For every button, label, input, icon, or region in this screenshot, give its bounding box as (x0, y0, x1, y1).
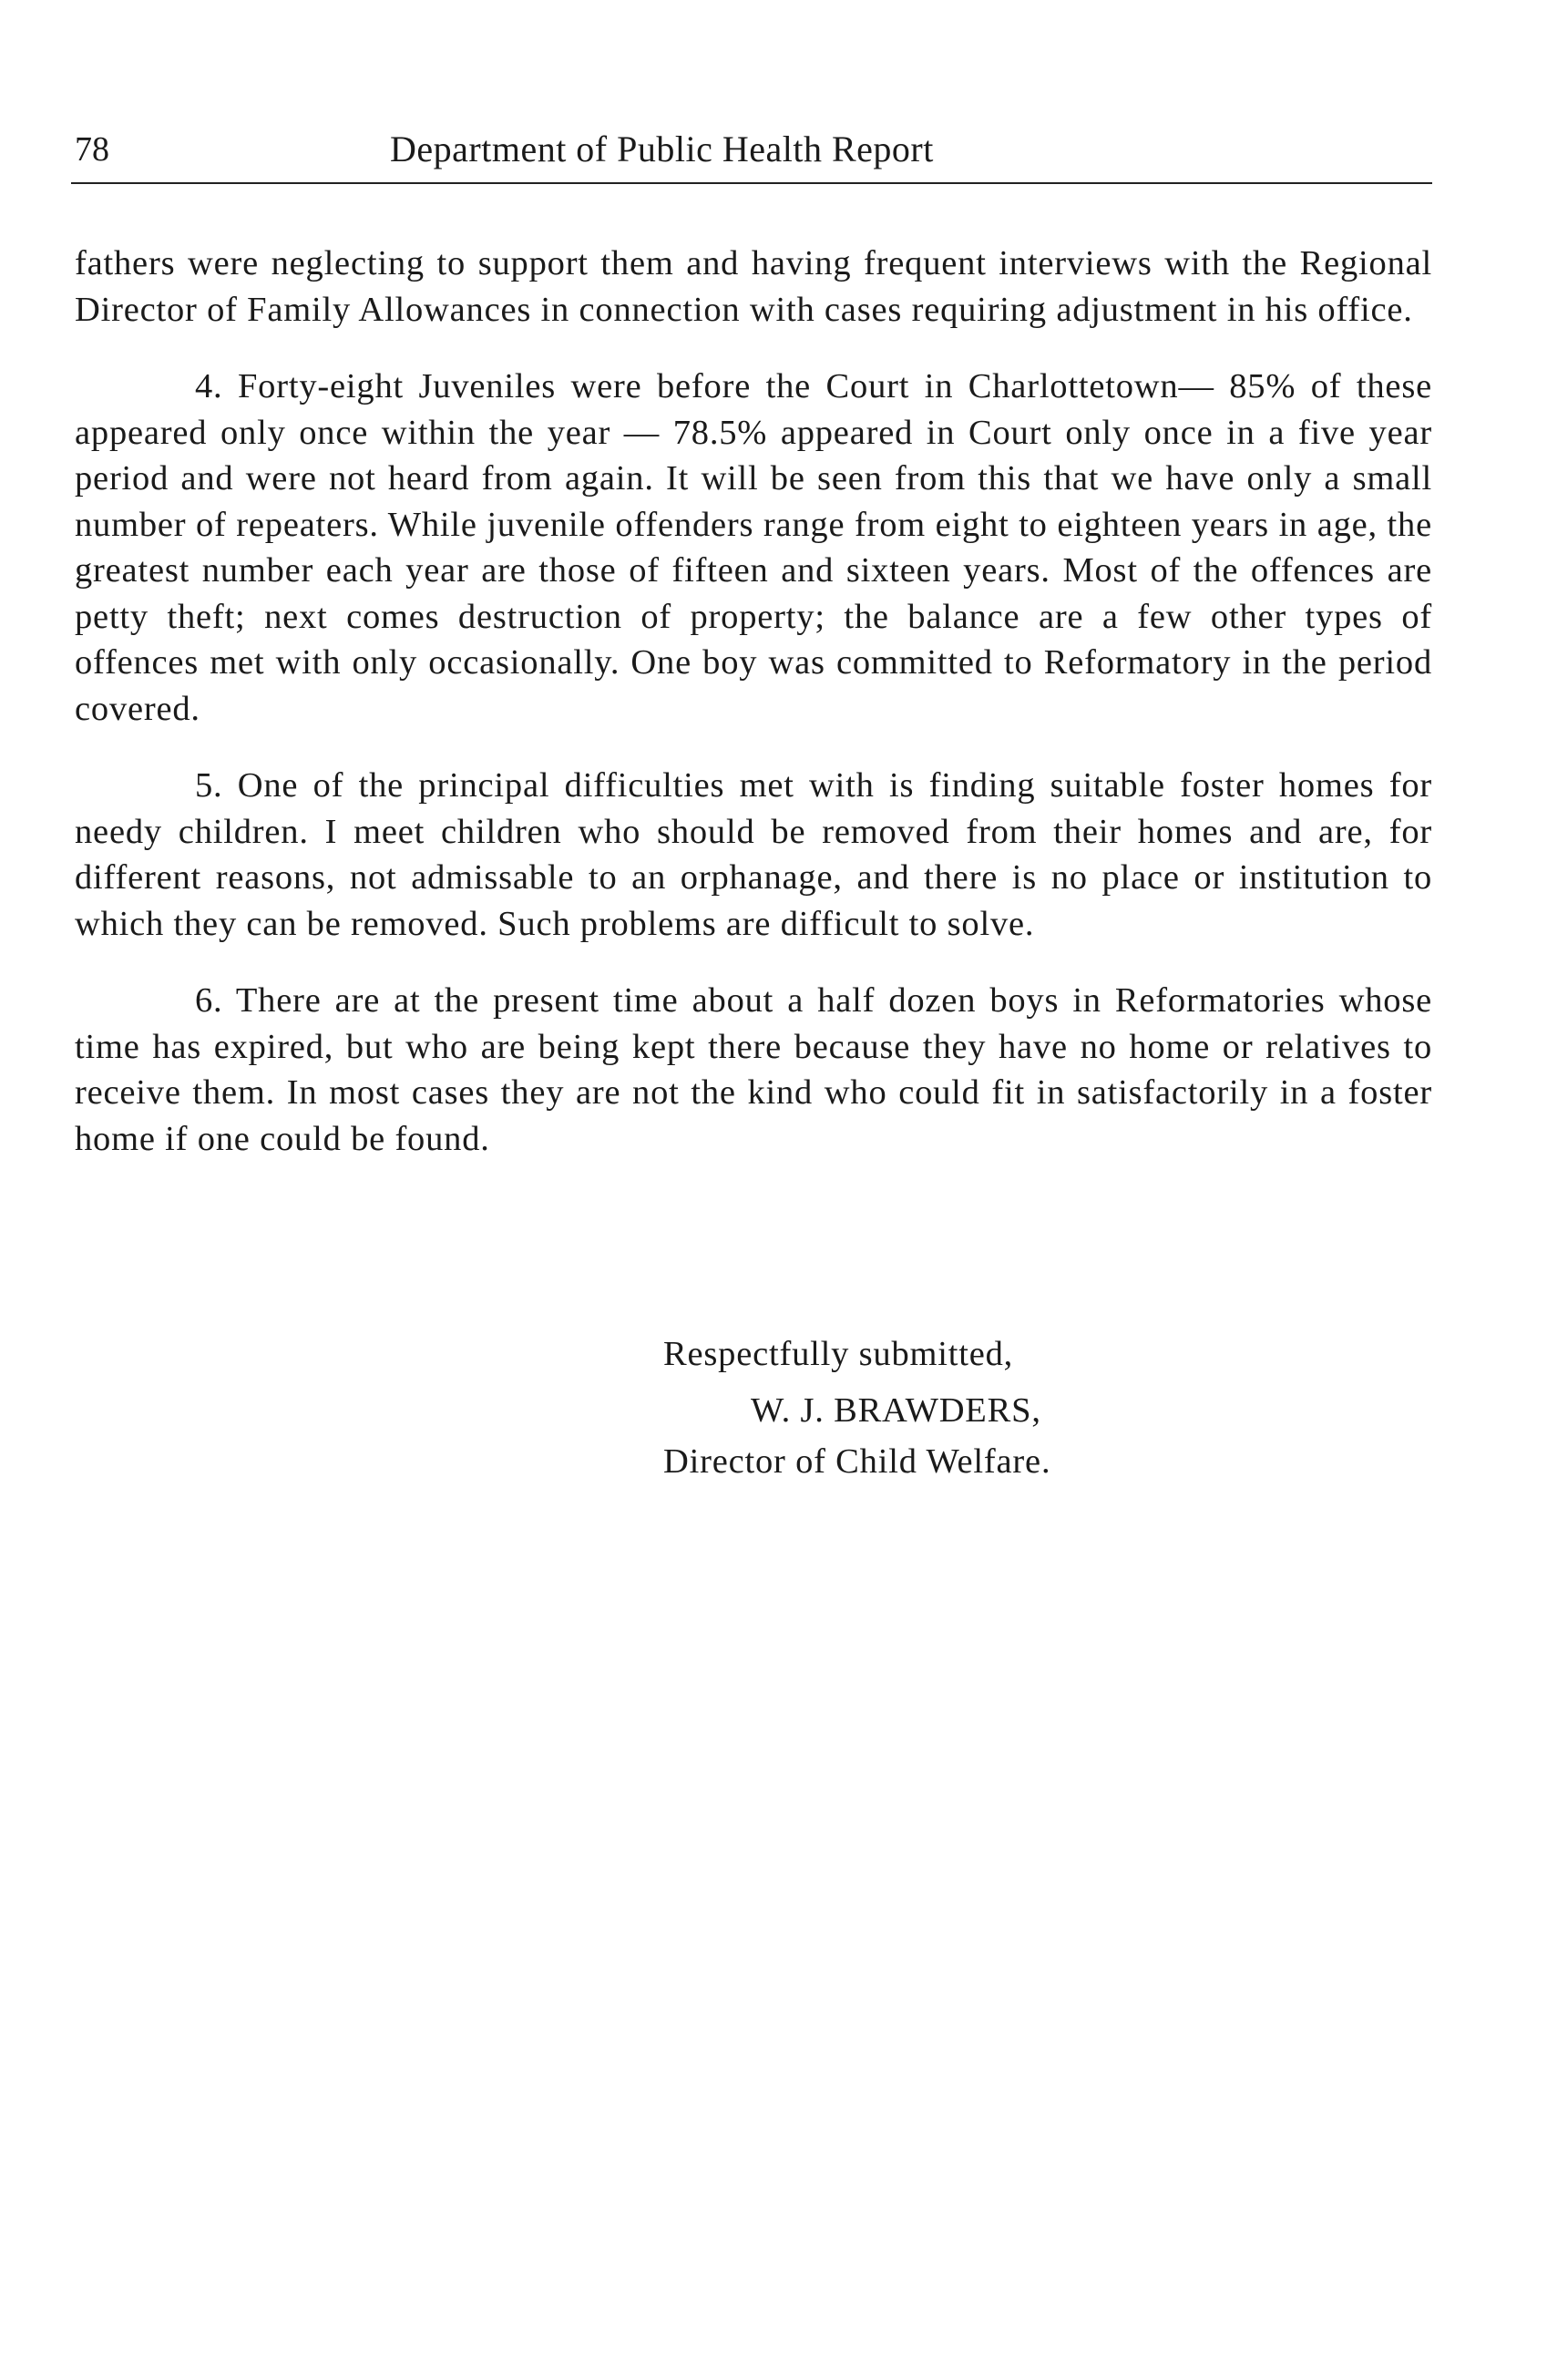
signatory-name: W. J. BRAWDERS, (751, 1391, 1041, 1430)
signatory-title: Director of Child Welfare. (663, 1442, 1051, 1481)
signature-block (663, 1328, 1050, 1487)
paragraph-4: 4. Forty-eight Juveniles were before the Court in Charlottetown— 85% of these appeared only once within the year — 78.5% appeared in Court only once in a five year period and were not heard from again. It will be seen from this that we have only a small number of repeaters. While juvenile offenders range from eight to eighteen years in age, the greatest number each year are those of fifteen and sixteen years. Most of the offences are petty theft; next comes destruction of property; the balance are a few other types of offences met with only occasionally. One boy was committed to Reformatory in the period covered. (75, 367, 1432, 728)
continuation-paragraph: fathers were neglecting to support them and having frequent interviews with the Regional Director of Family Allowances in connection with cases requiring adjustment in his office. (75, 244, 1432, 329)
report-title: Department of Public Health Report (390, 128, 934, 169)
report-body (75, 241, 1432, 1193)
paragraph-5: 5. One of the principal difficulties met with is finding suitable foster homes for needy children. I meet children who should be removed from their homes and are, for different reasons, not admissable to an orphanage, and there is no place or institution to which they can be removed. Such problems are difficult to solve. (75, 766, 1432, 943)
paragraph-6: 6. There are at the present time about a half dozen boys in Reformatories whose time has expired, but who are being kept there because they have no home or relatives to receive them. In most cases they are not the kind who could fit in satisfactorily in a foster home if one could be found. (75, 981, 1432, 1158)
closing-salutation: Respectfully submitted, (663, 1335, 1014, 1373)
running-header (71, 124, 1432, 184)
page-number: 78 (75, 130, 109, 169)
